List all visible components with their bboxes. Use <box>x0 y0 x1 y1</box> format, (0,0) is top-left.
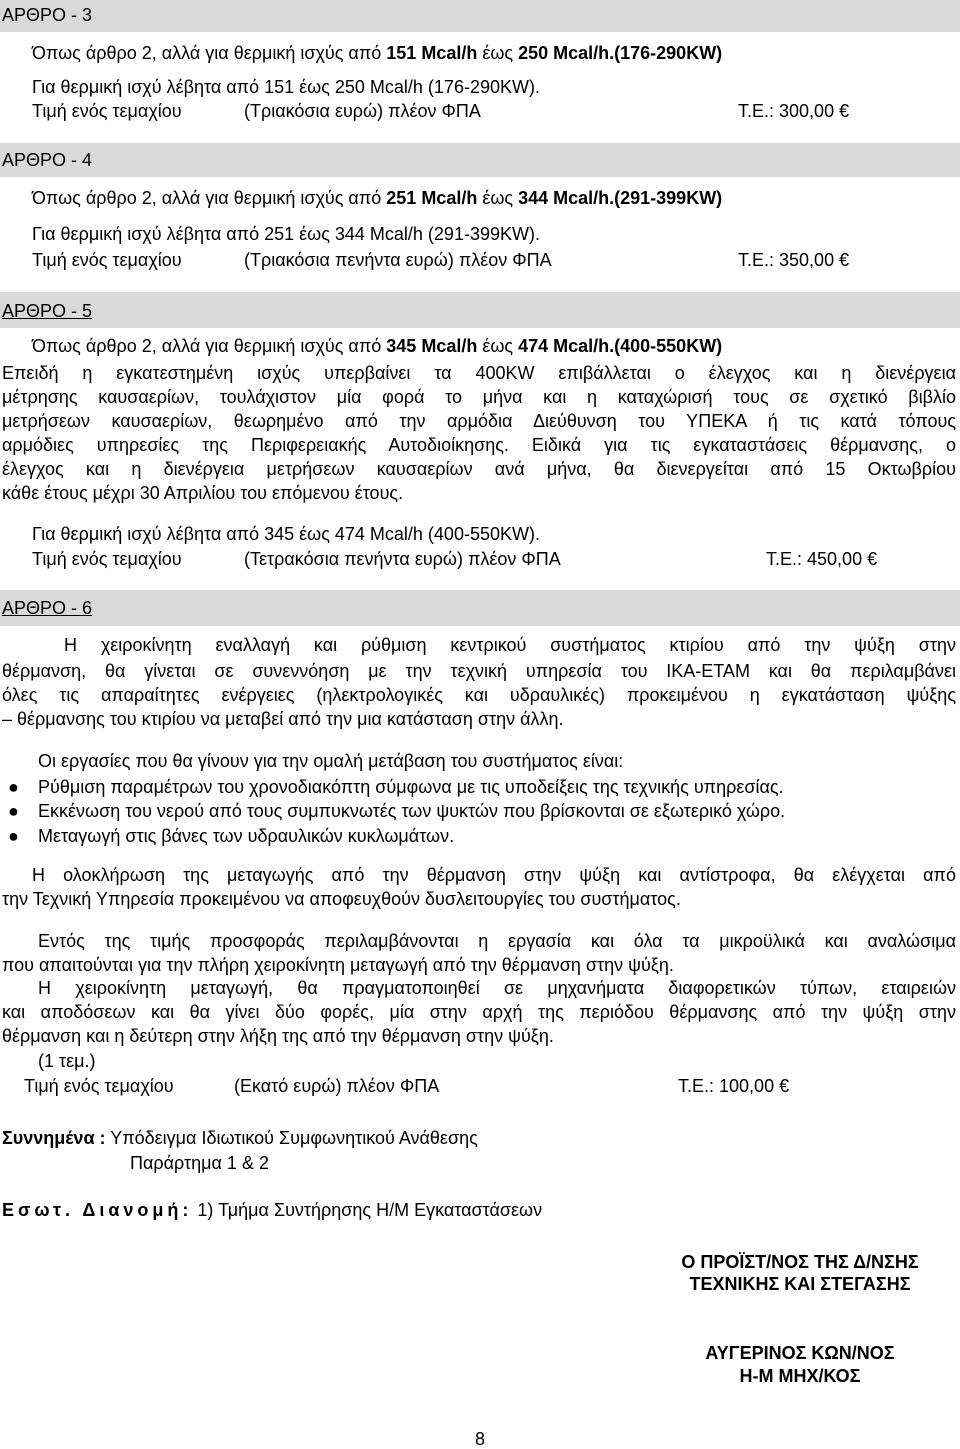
signature-role: Η-Μ ΜΗΧ/ΚΟΣ <box>739 1366 861 1386</box>
article-6-p1-first: Η χειροκίνητη εναλλαγή και ρύθμιση κεντρικού συστήματος κτιρίου από την ψύξη στην <box>64 635 956 655</box>
distribution-value: 1) Τμήμα Συντήρησης Η/Μ Εγκαταστάσεων <box>197 1200 543 1220</box>
article-3-heading: ΑΡΘΡΟ - 3 <box>2 5 93 25</box>
article-5-para-line: μετρήσεων καυσαερίων, θεωρημένο από την αρμόδια Διεύθυνση του ΥΠΕΚΑ ή τις κατά τόπους <box>2 411 956 431</box>
article-5-para-line: έλεγχος και η διενέργεια μετρήσεων καυσαερίων ανά μήνα, θα διενεργείται από 15 Οκτωβρίου <box>2 459 956 479</box>
article-4-heading: ΑΡΘΡΟ - 4 <box>2 150 93 170</box>
article-6-quantity: (1 τεμ.) <box>38 1051 96 1071</box>
article-5-price-label: Τιμή ενός τεμαχίου <box>32 549 182 569</box>
signature-title: Ο ΠΡΟΪΣΤ/ΝΟΣ ΤΗΣ Δ/ΝΣΗΣ <box>681 1252 919 1272</box>
article-5-para-last: κάθε έτους μέχρι 30 Απριλίου του επόμενου έτους. <box>2 483 404 503</box>
article-3-description: Όπως άρθρο 2, αλλά για θερμική ισχύς από 151 Mcal/h έως 250 Mcal/h.(176-290KW) <box>32 43 723 63</box>
article-5-price-words: (Τετρακόσια πενήντα ευρώ) πλέον ΦΠΑ <box>244 549 561 569</box>
article-6-p5-last: θέρμανση και η δεύτερη στην λήξη της από την θέρμανση στην ψύξη. <box>2 1026 554 1046</box>
article-3-power-range: Για θερμική ισχύ λέβητα από 151 έως 250 Mcal/h (176-290KW). <box>32 77 540 97</box>
page-number: 8 <box>474 1429 485 1449</box>
article-6-p1-line: όλες τις απαραίτητες ενέργειες (ηλεκτρολογικές και υδραυλικές) προκειμένου η εγκατάσταση ψύξης <box>2 685 956 705</box>
article-6-p4-last: που απαιτούνται για την πλήρη χειροκίνητη μεταγωγή από την θέρμανση στην ψύξη. <box>2 955 674 975</box>
article-4-price-label: Τιμή ενός τεμαχίου <box>32 250 182 270</box>
bullet-item: Ρύθμιση παραμέτρων του χρονοδιακόπτη σύμφωνα με τις υποδείξεις της τεχνικής υπηρεσίας. <box>38 777 784 797</box>
article-6-price-value: Τ.Ε.: 100,00 € <box>678 1076 790 1096</box>
attachments-label: Συννημένα : <box>2 1128 106 1148</box>
article-5-price-value: Τ.Ε.: 450,00 € <box>766 549 878 569</box>
article-5-para-line: μέτρησης καυσαερίων, τουλάχιστον μία φορά το μήνα και η καταχώρισή τους σε σχετικό βιβλίο <box>2 387 956 407</box>
article-6-price-words: (Εκατό ευρώ) πλέον ΦΠΑ <box>234 1076 440 1096</box>
article-6-heading: ΑΡΘΡΟ - 6 <box>2 598 93 618</box>
article-6-p4-first: Εντός της τιμής προσφοράς περιλαμβάνονται η εργασία και όλα τα μικροϋλικά και αναλώσιμα <box>38 931 956 951</box>
article-5-heading: ΑΡΘΡΟ - 5 <box>2 301 93 321</box>
article-4-price-words: (Τριακόσια πενήντα ευρώ) πλέον ΦΠΑ <box>244 250 552 270</box>
article-3-heading-band <box>0 0 960 32</box>
article-5-description: Όπως άρθρο 2, αλλά για θερμική ισχύς από 345 Mcal/h έως 474 Mcal/h.(400-550KW) <box>32 336 723 356</box>
article-3-price-words: (Τριακόσια ευρώ) πλέον ΦΠΑ <box>244 101 481 121</box>
article-5-para-line: Επειδή η εγκατεστημένη ισχύς υπερβαίνει τα 400KW επιβάλλεται ο έλεγχος και η διενέργεια <box>2 363 956 383</box>
attachments-item: Υπόδειγμα Ιδιωτικού Συμφωνητικού Ανάθεσης <box>110 1128 478 1148</box>
article-6-heading-band <box>0 590 960 626</box>
article-6-p1-line: θέρμανση, θα γίνεται σε συνεννόηση με την τεχνική υπηρεσία του ΙΚΑ-ΕΤΑΜ και θα περιλαμβάνει <box>2 661 956 681</box>
distribution-line <box>2 1199 542 1221</box>
article-3-price-value: Τ.Ε.: 300,00 € <box>738 101 850 121</box>
attachments-item: Παράρτημα 1 & 2 <box>130 1153 269 1173</box>
article-5-heading-band <box>0 292 960 328</box>
bullet-icon: ● <box>8 777 19 797</box>
article-4-heading-band <box>0 143 960 177</box>
article-4-description: Όπως άρθρο 2, αλλά για θερμική ισχύς από 251 Mcal/h έως 344 Mcal/h.(291-399KW) <box>32 188 723 208</box>
bullet-item: Εκκένωση του νερού από τους συμπυκνωτές των ψυκτών που βρίσκονται σε εξωτερικό χώρο. <box>38 801 786 821</box>
article-6-p1-last: – θέρμανσης του κτιρίου να μεταβεί από την μια κατάσταση στην άλλη. <box>2 709 564 729</box>
bullet-icon: ● <box>8 801 19 821</box>
article-6-works-intro: Οι εργασίες που θα γίνουν για την ομαλή μετάβαση του συστήματος είναι: <box>38 751 624 771</box>
article-6-p5-first: Η χειροκίνητη μεταγωγή, θα πραγματοποιηθεί σε μηχανήματα διαφορετικών τύπων, εταιρειών <box>38 978 956 998</box>
signature-name: ΑΥΓΕΡΙΝΟΣ ΚΩΝ/ΝΟΣ <box>705 1343 895 1363</box>
article-4-price-value: Τ.Ε.: 350,00 € <box>738 250 850 270</box>
article-5-para-line: αρμόδιες υπηρεσίες της Περιφερειακής Αυτοδιοίκησης. Ειδικά για τις εγκαταστάσεις θέρμανσης, ο <box>2 435 956 455</box>
article-6-p3-first: Η ολοκλήρωση της μεταγωγής από την θέρμανση στην ψύξη και αντίστροφα, θα ελέγχεται από <box>32 865 956 885</box>
signature-title: ΤΕΧΝΙΚΗΣ ΚΑΙ ΣΤΕΓΑΣΗΣ <box>689 1274 911 1294</box>
distribution-label: Εσωτ. Διανομή: <box>2 1200 193 1220</box>
bullet-item: Μεταγωγή στις βάνες των υδραυλικών κυκλωμάτων. <box>38 826 455 846</box>
article-4-power-range: Για θερμική ισχύ λέβητα από 251 έως 344 Mcal/h (291-399KW). <box>32 224 540 244</box>
article-5-power-range: Για θερμική ισχύ λέβητα από 345 έως 474 Mcal/h (400-550KW). <box>32 524 540 544</box>
bullet-icon: ● <box>8 826 19 846</box>
article-6-price-label: Τιμή ενός τεμαχίου <box>24 1076 174 1096</box>
article-3-price-label: Τιμή ενός τεμαχίου <box>32 101 182 121</box>
article-6-p5-mid: και αποδόσεων και θα γίνει δύο φορές, μία στην αρχή της περιόδου θέρμανσης από την ψύξη στην <box>2 1002 956 1022</box>
attachments-line <box>2 1127 478 1149</box>
article-6-p3-last: την Τεχνική Υπηρεσία προκειμένου να αποφευχθούν δυσλειτουργίες του συστήματος. <box>2 889 681 909</box>
